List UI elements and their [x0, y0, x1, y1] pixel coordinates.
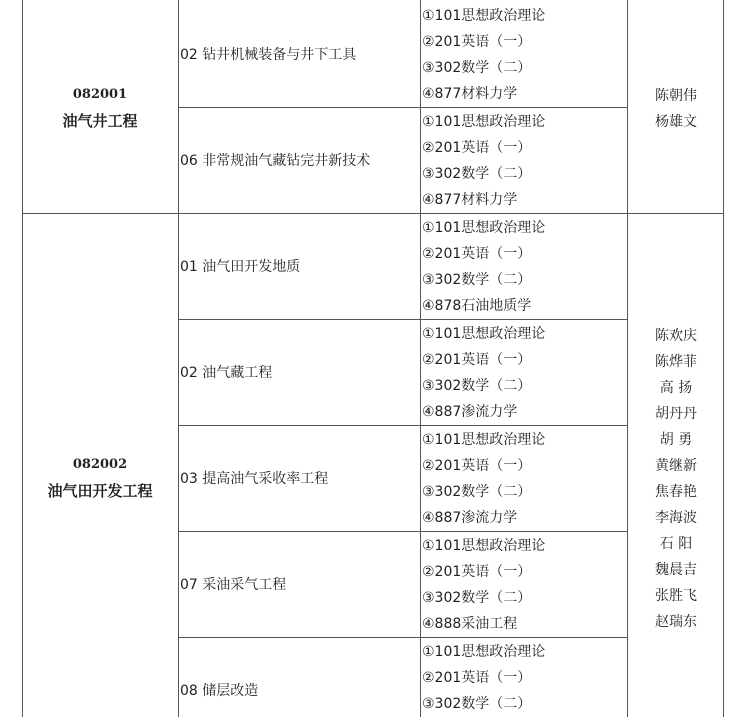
- supervisor-name: 胡 勇: [659, 432, 693, 448]
- supervisor-name: 赵瑞东: [655, 614, 697, 630]
- row-divider: [178, 531, 628, 532]
- direction-label: 08 储层改造: [180, 683, 259, 699]
- exam-subject: ②201英语（一）: [422, 352, 532, 368]
- exam-subjects-list: [422, 533, 626, 637]
- supervisor-name: 李海波: [655, 510, 697, 526]
- exam-subject: ③302数学（二）: [422, 378, 532, 394]
- exam-subjects-list: [422, 109, 626, 213]
- exam-subject: ①101思想政治理论: [422, 326, 546, 342]
- direction-label: 02 油气藏工程: [180, 365, 273, 381]
- exam-subject: ②201英语（一）: [422, 34, 532, 50]
- exam-subject: ③302数学（二）: [422, 272, 532, 288]
- exam-subject: ②201英语（一）: [422, 140, 532, 156]
- row-divider: [178, 637, 628, 638]
- major-code: 082002: [72, 457, 128, 472]
- exam-subject: ④877材料力学: [422, 192, 518, 208]
- major-name: 油气井工程: [62, 112, 138, 130]
- direction-label: 02 钻井机械装备与井下工具: [180, 47, 357, 63]
- exam-subjects-list: [422, 427, 626, 531]
- exam-subject: ①101思想政治理论: [422, 114, 546, 130]
- exam-subject: ①101思想政治理论: [422, 220, 546, 236]
- supervisor-name: 胡丹丹: [655, 406, 697, 422]
- supervisor-name: 焦春艳: [655, 484, 697, 500]
- exam-subject: ①101思想政治理论: [422, 538, 546, 554]
- exam-subject: ④877材料力学: [422, 86, 518, 102]
- exam-subject: ④887渗流力学: [422, 404, 518, 420]
- exam-subject: ②201英语（一）: [422, 246, 532, 262]
- major-divider: [22, 213, 724, 214]
- row-divider: [178, 425, 628, 426]
- supervisor-name: 陈烨菲: [655, 354, 697, 370]
- supervisor-list: [629, 323, 723, 635]
- supervisor-name: 张胜飞: [655, 588, 697, 604]
- exam-subject: ③302数学（二）: [422, 60, 532, 76]
- supervisor-name: 杨雄文: [655, 114, 697, 130]
- exam-subject: ③302数学（二）: [422, 590, 532, 606]
- exam-subjects-list: [422, 639, 626, 717]
- major-code-cell: [23, 457, 177, 501]
- exam-subjects-list: [422, 215, 626, 319]
- direction-label: 07 采油采气工程: [180, 577, 287, 593]
- exam-subject: ②201英语（一）: [422, 458, 532, 474]
- major-code: 082001: [72, 87, 128, 102]
- supervisor-name: 石 阳: [659, 536, 693, 552]
- exam-subject: ③302数学（二）: [422, 696, 532, 712]
- exam-subjects-list: [422, 321, 626, 425]
- exam-subject: ③302数学（二）: [422, 166, 532, 182]
- direction-label: 03 提高油气采收率工程: [180, 471, 329, 487]
- row-divider: [178, 319, 628, 320]
- exam-subject: ③302数学（二）: [422, 484, 532, 500]
- exam-subject: ④888采油工程: [422, 616, 518, 632]
- supervisor-name: 黄继新: [655, 458, 697, 474]
- table-border-right: [723, 0, 724, 717]
- supervisor-name: 陈朝伟: [655, 88, 697, 104]
- exam-subject: ①101思想政治理论: [422, 432, 546, 448]
- supervisor-list: [629, 83, 723, 135]
- supervisor-name: 高 扬: [659, 380, 693, 396]
- exam-subject: ②201英语（一）: [422, 670, 532, 686]
- major-name: 油气田开发工程: [47, 482, 153, 500]
- exam-subject: ④887渗流力学: [422, 510, 518, 526]
- exam-subject: ①101思想政治理论: [422, 644, 546, 660]
- direction-label: 01 油气田开发地质: [180, 259, 301, 275]
- direction-label: 06 非常规油气藏钻完井新技术: [180, 153, 371, 169]
- row-divider: [178, 107, 628, 108]
- supervisor-name: 陈欢庆: [655, 328, 697, 344]
- exam-subject: ①101思想政治理论: [422, 8, 546, 24]
- major-code-cell: [23, 87, 177, 131]
- exam-subject: ④878石油地质学: [422, 298, 532, 314]
- supervisor-name: 魏晨吉: [655, 562, 697, 578]
- exam-subject: ②201英语（一）: [422, 564, 532, 580]
- exam-subjects-list: [422, 3, 626, 107]
